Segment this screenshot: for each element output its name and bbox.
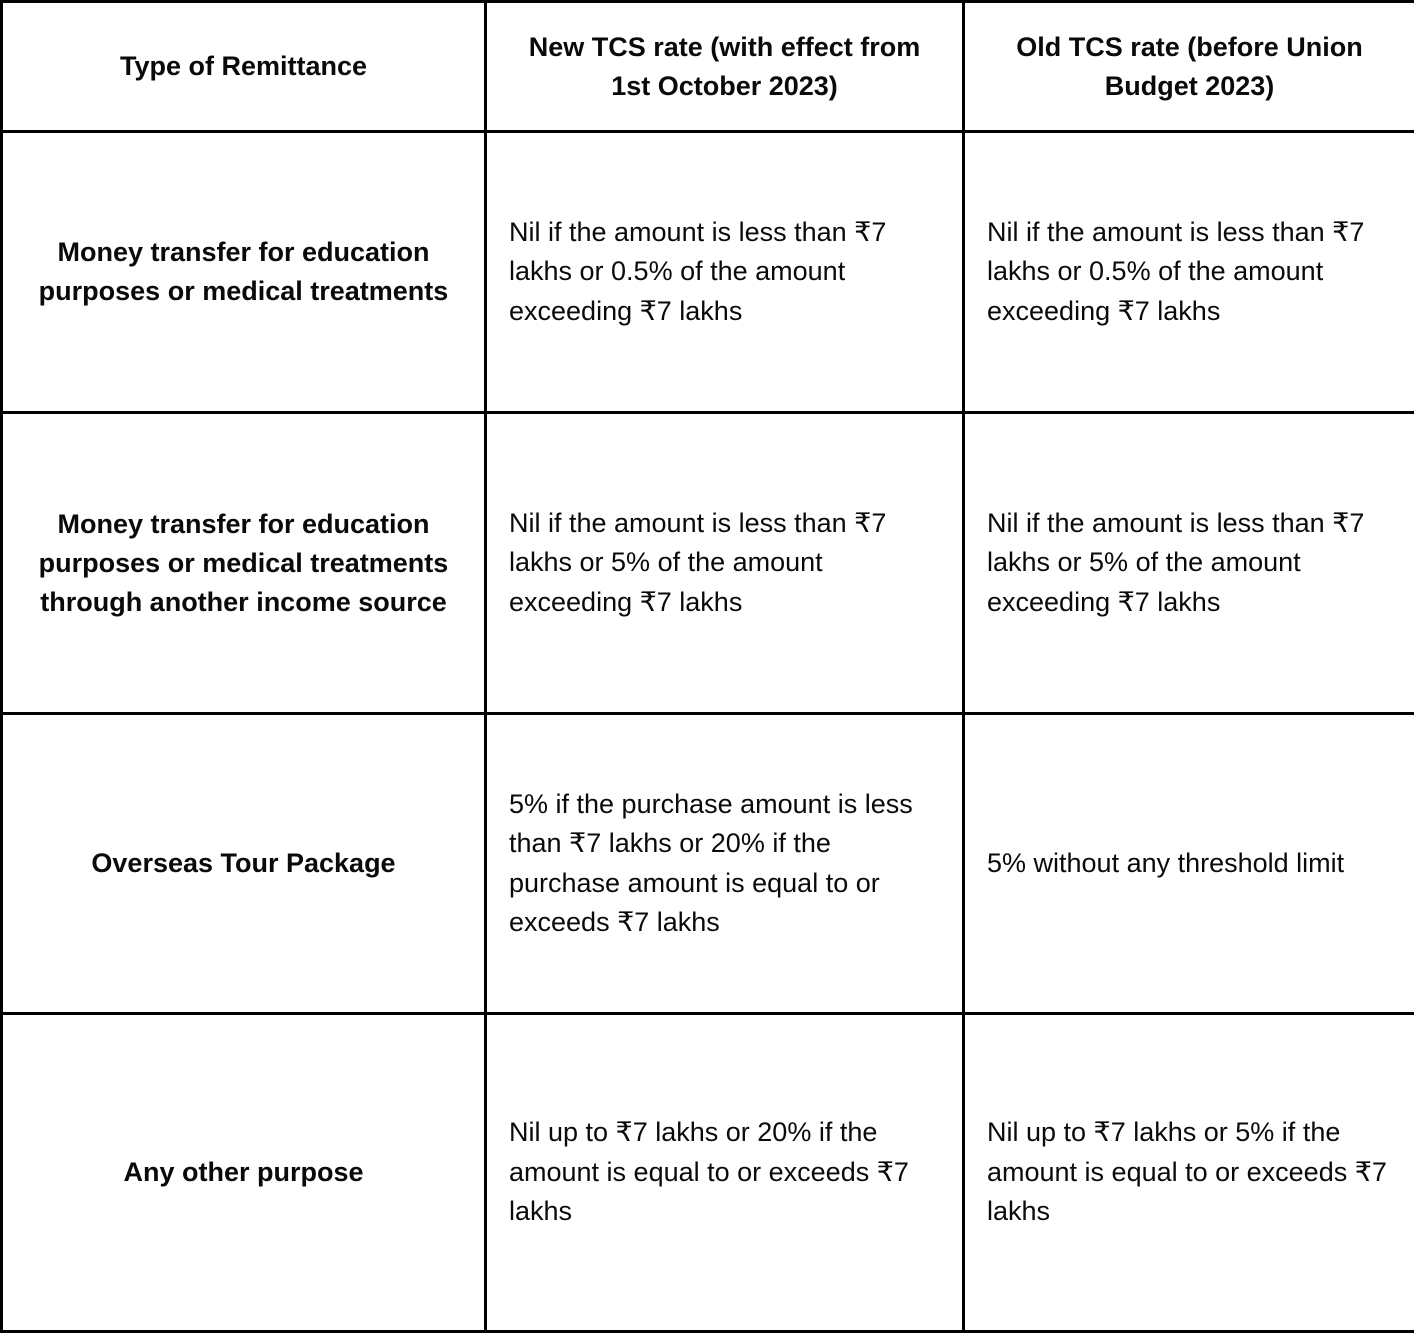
old-rate-cell: 5% without any threshold limit xyxy=(964,714,1414,1014)
header-type-of-remittance: Type of Remittance xyxy=(2,2,486,132)
table-row xyxy=(2,413,1414,714)
remittance-type-cell: Money transfer for education purposes or medical treatments through another income source xyxy=(2,413,486,714)
old-rate-cell: Nil if the amount is less than ₹7 lakhs or 5% of the amount exceeding ₹7 lakhs xyxy=(964,413,1414,714)
header-old-tcs-rate: Old TCS rate (before Union Budget 2023) xyxy=(964,2,1414,132)
table-row xyxy=(2,1014,1414,1332)
remittance-type-cell: Money transfer for education purposes or medical treatments xyxy=(2,132,486,413)
new-rate-cell: Nil if the amount is less than ₹7 lakhs or 0.5% of the amount exceeding ₹7 lakhs xyxy=(486,132,964,413)
table-row xyxy=(2,714,1414,1014)
new-rate-cell: Nil if the amount is less than ₹7 lakhs or 5% of the amount exceeding ₹7 lakhs xyxy=(486,413,964,714)
remittance-type-cell: Overseas Tour Package xyxy=(2,714,486,1014)
new-rate-cell: Nil up to ₹7 lakhs or 20% if the amount is equal to or exceeds ₹7 lakhs xyxy=(486,1014,964,1332)
table-row xyxy=(2,132,1414,413)
table-header-row xyxy=(2,2,1414,132)
old-rate-cell: Nil up to ₹7 lakhs or 5% if the amount is equal to or exceeds ₹7 lakhs xyxy=(964,1014,1414,1332)
header-new-tcs-rate: New TCS rate (with effect from 1st October 2023) xyxy=(486,2,964,132)
remittance-type-cell: Any other purpose xyxy=(2,1014,486,1332)
new-rate-cell: 5% if the purchase amount is less than ₹7 lakhs or 20% if the purchase amount is equal to or exceeds ₹7 lakhs xyxy=(486,714,964,1014)
old-rate-cell: Nil if the amount is less than ₹7 lakhs or 0.5% of the amount exceeding ₹7 lakhs xyxy=(964,132,1414,413)
